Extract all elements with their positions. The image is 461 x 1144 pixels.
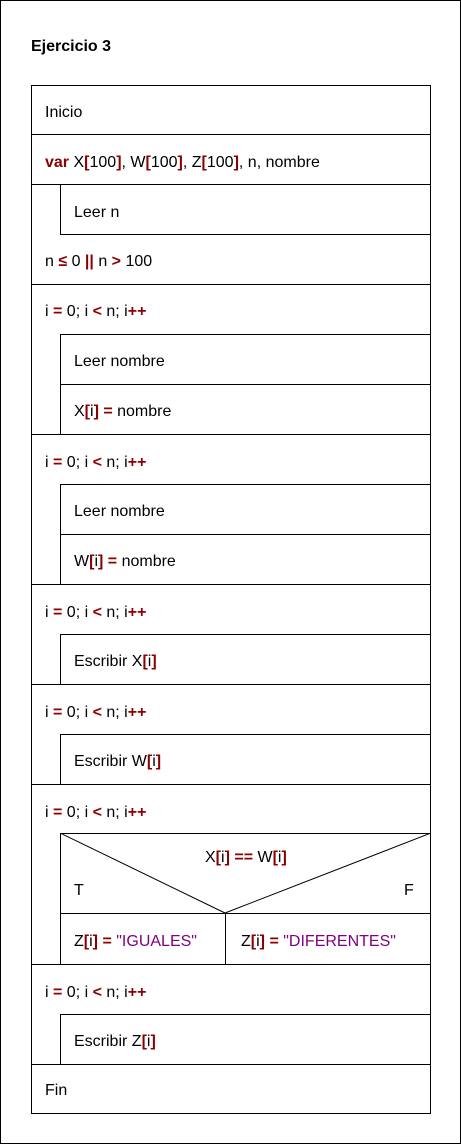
loop-6-header: i = 0; i < n; i++ — [45, 984, 147, 1001]
until-condition-text: n ≤ 0 || n > 100 — [45, 253, 153, 270]
block-fin — [31, 1064, 431, 1114]
assign-diferentes-text: Z[i] = "DIFERENTES" — [241, 933, 396, 950]
inicio-text: Inicio — [45, 104, 83, 121]
block-var-declaration — [31, 134, 431, 185]
block-leer-nombre-2 — [60, 484, 431, 535]
block-decision — [60, 833, 431, 914]
true-label: T — [74, 882, 84, 899]
leer-nombre-2-text: Leer nombre — [74, 503, 165, 520]
block-assign-diferentes — [225, 913, 431, 965]
leer-n-text: Leer n — [74, 204, 120, 221]
block-leer-nombre-1 — [60, 334, 431, 385]
fin-text: Fin — [45, 1082, 68, 1099]
loop-2-header: i = 0; i < n; i++ — [45, 454, 147, 471]
loop-5-header: i = 0; i < n; i++ — [45, 804, 147, 821]
escribir-w-text: Escribir W[i] — [74, 753, 162, 770]
block-escribir-w — [60, 734, 431, 785]
block-inicio — [31, 85, 431, 135]
block-assign-w — [60, 534, 431, 585]
block-leer-n — [60, 184, 431, 235]
loop-1-header: i = 0; i < n; i++ — [45, 303, 147, 320]
block-assign-x — [60, 384, 431, 435]
var-keyword: var — [45, 154, 70, 171]
loop-3-header: i = 0; i < n; i++ — [45, 604, 147, 621]
escribir-x-text: Escribir X[i] — [74, 653, 157, 670]
leer-nombre-1-text: Leer nombre — [74, 353, 165, 370]
block-escribir-z — [60, 1014, 431, 1065]
false-label: F — [404, 882, 414, 899]
block-assign-iguales — [60, 913, 226, 965]
decision-triangle — [60, 833, 431, 914]
decision-condition: X[i] == W[i] — [205, 849, 287, 866]
block-escribir-x — [60, 634, 431, 685]
var-declaration-text: var X[100], W[100], Z[100], n, nombre — [45, 154, 320, 171]
escribir-z-text: Escribir Z[i] — [74, 1033, 156, 1050]
assign-x-text: X[i] = nombre — [74, 403, 172, 420]
loop-4-header: i = 0; i < n; i++ — [45, 704, 147, 721]
assign-w-text: W[i] = nombre — [74, 553, 176, 570]
assign-iguales-text: Z[i] = "IGUALES" — [74, 933, 197, 950]
diagram-title: Ejercicio 3 — [31, 38, 112, 55]
